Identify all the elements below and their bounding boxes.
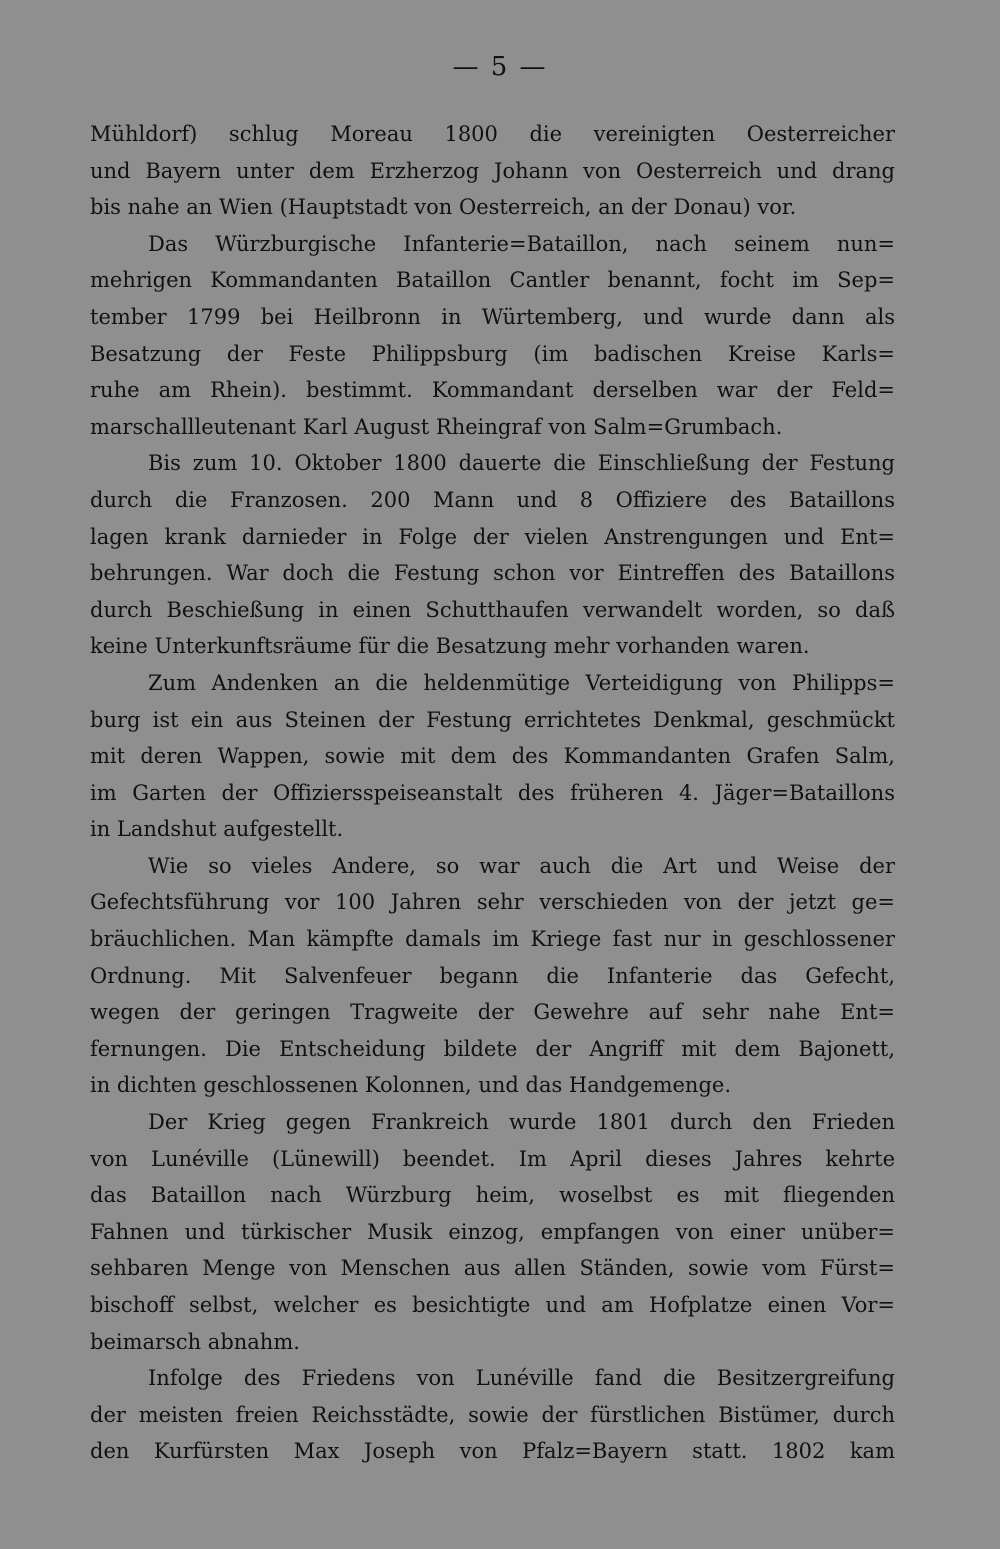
- text-line: in dichten geschlossenen Kolonnen, und das Handgemenge.: [90, 1073, 732, 1098]
- text-line: bräuchlichen. Man kämpfte damals im Kriege fast nur in geschlossener: [90, 927, 895, 952]
- page-number: — 5 —: [452, 52, 548, 82]
- text-line: Infolge des Friedens von Lunéville fand die Besitzergreifung: [148, 1366, 895, 1391]
- text-line: mehrigen Kommandanten Bataillon Cantler benannt, focht im Sep=: [90, 268, 895, 293]
- text-line: behrungen. War doch die Festung schon vor Eintreffen des Bataillons: [90, 561, 895, 586]
- text-line: Das Würzburgische Infanterie=Bataillon, nach seinem nun=: [148, 231, 895, 256]
- text-line: beimarsch abnahm.: [90, 1329, 300, 1354]
- text-line: Wie so vieles Andere, so war auch die Art und Weise der: [148, 853, 895, 878]
- text-line: Fahnen und türkischer Musik einzog, empfangen von einer unüber=: [90, 1219, 895, 1244]
- text-line: im Garten der Offiziersspeiseanstalt des früheren 4. Jäger=Bataillons: [90, 780, 895, 805]
- text-line: Gefechtsführung vor 100 Jahren sehr verschieden von der jetzt ge=: [90, 890, 895, 915]
- text-line: und Bayern unter dem Erzherzog Johann von Oesterreich und drang: [90, 158, 895, 183]
- text-line: durch die Franzosen. 200 Mann und 8 Offiziere des Bataillons: [90, 487, 895, 512]
- text-line: von Lunéville (Lünewill) beendet. Im April dieses Jahres kehrte: [90, 1146, 895, 1171]
- text-line: lagen krank darnieder in Folge der vielen Anstrengungen und Ent=: [90, 524, 895, 549]
- text-line: tember 1799 bei Heilbronn in Würtemberg, und wurde dann als: [90, 304, 895, 329]
- text-line: fernungen. Die Entscheidung bildete der Angriff mit dem Bajonett,: [90, 1036, 895, 1061]
- text-line: burg ist ein aus Steinen der Festung errichtetes Denkmal, geschmückt: [90, 707, 895, 732]
- text-line: Besatzung der Feste Philippsburg (im badischen Kreise Karls=: [90, 341, 895, 366]
- text-line: das Bataillon nach Würzburg heim, woselbst es mit fliegenden: [90, 1183, 895, 1208]
- text-line: marschallleutenant Karl August Rheingraf von Salm=Grumbach.: [90, 414, 783, 439]
- text-line: Mühldorf) schlug Moreau 1800 die vereinigten Oesterreicher: [90, 122, 895, 146]
- text-line: Ordnung. Mit Salvenfeuer begann die Infanterie das Gefecht,: [90, 963, 895, 988]
- text-line: mit deren Wappen, sowie mit dem des Kommandanten Grafen Salm,: [90, 744, 895, 769]
- text-line: sehbaren Menge von Menschen aus allen Ständen, sowie vom Fürst=: [90, 1256, 895, 1281]
- text-line: den Kurfürsten Max Joseph von Pfalz=Bayern statt. 1802 kam: [90, 1439, 895, 1464]
- text-line: ruhe am Rhein). bestimmt. Kommandant derselben war der Feld=: [90, 378, 895, 403]
- text-line: wegen der geringen Tragweite der Gewehre auf sehr nahe Ent=: [90, 1000, 895, 1025]
- text-line: bis nahe an Wien (Hauptstadt von Oesterreich, an der Donau) vor.: [90, 195, 797, 220]
- text-line: der meisten freien Reichsstädte, sowie der fürstlichen Bistümer, durch: [90, 1402, 895, 1427]
- text-line: Der Krieg gegen Frankreich wurde 1801 durch den Frieden: [148, 1110, 895, 1135]
- text-body: [90, 116, 895, 1470]
- text-line: in Landshut aufgestellt.: [90, 817, 344, 842]
- text-line: durch Beschießung in einen Schutthaufen verwandelt worden, so daß: [90, 597, 895, 622]
- text-line: bischoff selbst, welcher es besichtigte und am Hofplatze einen Vor=: [90, 1293, 895, 1317]
- text-line: Zum Andenken an die heldenmütige Verteidigung von Philipps=: [148, 670, 895, 695]
- text-line: Bis zum 10. Oktober 1800 dauerte die Einschließung der Festung: [148, 451, 895, 476]
- text-line: keine Unterkunftsräume für die Besatzung mehr vorhanden waren.: [90, 634, 810, 659]
